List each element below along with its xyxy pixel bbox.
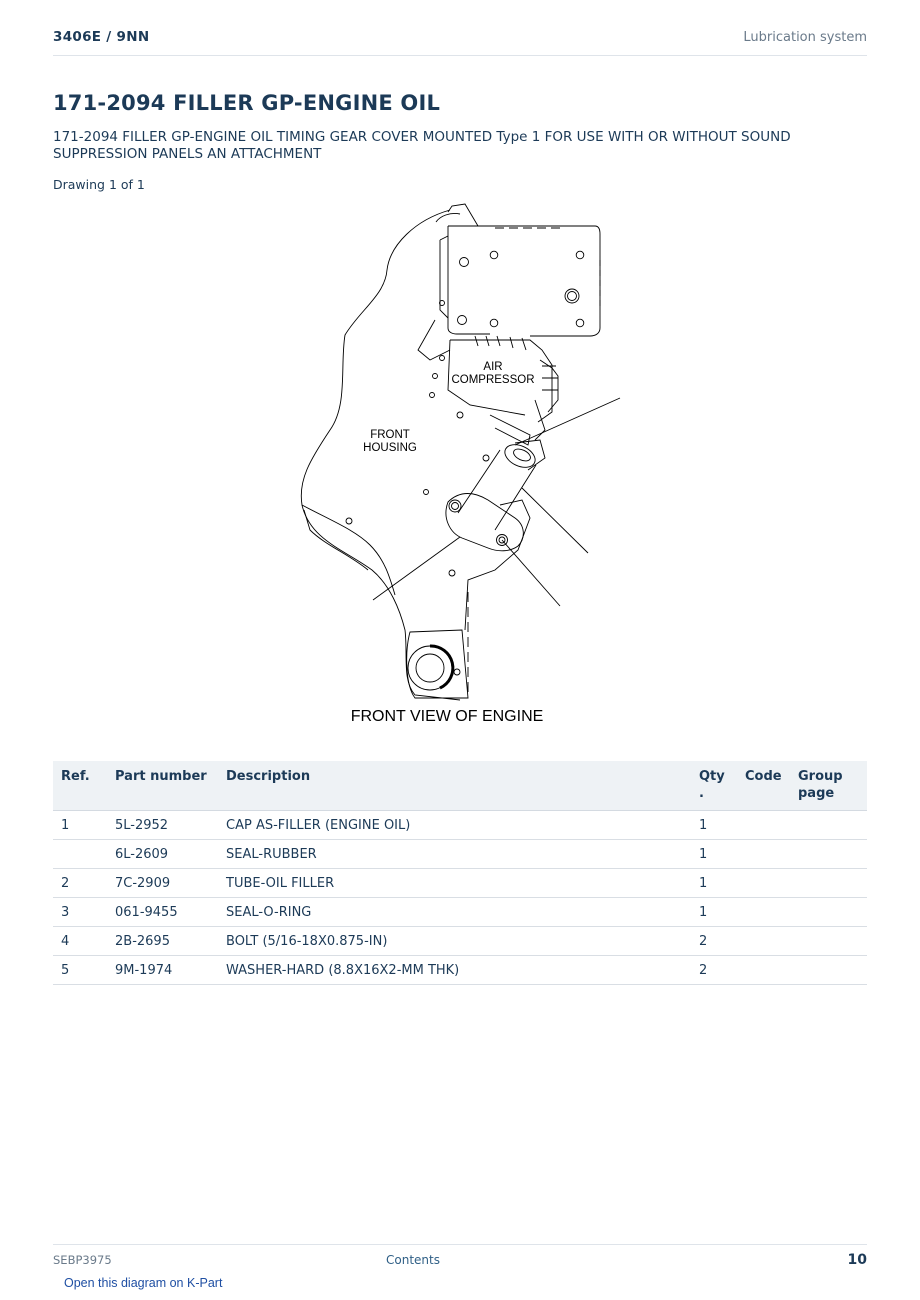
cell-code xyxy=(737,811,790,840)
cell-qty: 1 xyxy=(691,869,737,898)
cell-group-page xyxy=(790,927,867,956)
table-row xyxy=(53,898,867,927)
cell-ref: 4 xyxy=(53,927,107,956)
group-header-line1: Group xyxy=(798,769,843,784)
column-header-ref: Ref. xyxy=(53,761,107,811)
group-description: 171-2094 FILLER GP-ENGINE OIL TIMING GEAR COVER MOUNTED Type 1 FOR USE WITH OR WITHOUT SOUND SUPPRESSION PANELS AN ATTACHMENT xyxy=(53,129,791,162)
contents-link[interactable]: Contents xyxy=(386,1253,440,1267)
front-label: FRONT xyxy=(370,429,410,441)
cell-qty: 2 xyxy=(691,956,737,985)
cell-description: BOLT (5/16-18X0.875-IN) xyxy=(218,927,691,956)
compressor-label: COMPRESSOR xyxy=(451,374,535,386)
cell-code xyxy=(737,927,790,956)
cell-qty: 1 xyxy=(691,898,737,927)
cell-group-page xyxy=(790,898,867,927)
cell-group-page xyxy=(790,840,867,869)
drawing-counter: Drawing 1 of 1 xyxy=(53,177,145,192)
cell-description: WASHER-HARD (8.8X16X2-MM THK) xyxy=(218,956,691,985)
leader-line-4 xyxy=(502,540,560,606)
qty-header-line2: . xyxy=(699,786,704,801)
cell-part-number: 2B-2695 xyxy=(107,927,218,956)
qty-header-line1: Qty xyxy=(699,769,725,784)
drawing-caption-row xyxy=(0,708,920,726)
cell-qty: 1 xyxy=(691,840,737,869)
cell-part-number: 9M-1974 xyxy=(107,956,218,985)
housing-label: HOUSING xyxy=(363,442,417,454)
table-row xyxy=(53,869,867,898)
cell-part-number: 6L-2609 xyxy=(107,840,218,869)
column-header-qty xyxy=(691,761,737,811)
cell-part-number: 7C-2909 xyxy=(107,869,218,898)
section-name: Lubrication system xyxy=(743,30,867,45)
column-header-code: Code xyxy=(737,761,790,811)
column-header-part-number: Part number xyxy=(107,761,218,811)
drawing-caption: FRONT VIEW OF ENGINE xyxy=(350,708,544,725)
table-row xyxy=(53,956,867,985)
header-divider xyxy=(53,55,867,56)
model-title: 3406E / 9NN xyxy=(53,29,150,45)
cell-part-number: 5L-2952 xyxy=(107,811,218,840)
cell-description: CAP AS-FILLER (ENGINE OIL) xyxy=(218,811,691,840)
leader-line-2 xyxy=(522,488,588,553)
cell-description: SEAL-RUBBER xyxy=(218,840,691,869)
cell-description: TUBE-OIL FILLER xyxy=(218,869,691,898)
cell-code xyxy=(737,898,790,927)
air-compressor-body xyxy=(418,320,450,360)
cell-code xyxy=(737,840,790,869)
table-row xyxy=(53,927,867,956)
table-row xyxy=(53,840,867,869)
group-header-line2: page xyxy=(798,786,835,801)
cell-ref: 2 xyxy=(53,869,107,898)
cell-qty: 2 xyxy=(691,927,737,956)
compressor-mount-plate xyxy=(448,226,600,336)
table-row xyxy=(53,811,867,840)
cell-ref xyxy=(53,840,107,869)
engine-front-view-drawing xyxy=(290,200,630,710)
cell-description: SEAL-O-RING xyxy=(218,898,691,927)
cell-part-number: 061-9455 xyxy=(107,898,218,927)
open-in-kpart-link[interactable]: Open this diagram on K-Part xyxy=(64,1276,223,1290)
leader-line-1 xyxy=(515,398,620,445)
document-id: SEBP3975 xyxy=(53,1253,112,1267)
cell-group-page xyxy=(790,956,867,985)
cell-ref: 1 xyxy=(53,811,107,840)
cell-group-page xyxy=(790,811,867,840)
lower-gear-housing xyxy=(407,630,468,698)
cell-code xyxy=(737,869,790,898)
column-header-group-page xyxy=(790,761,867,811)
page-title: 171-2094 FILLER GP-ENGINE OIL xyxy=(53,91,441,115)
front-housing-outline xyxy=(301,210,460,700)
air-label: AIR xyxy=(483,361,503,373)
footer-divider xyxy=(53,1244,867,1245)
cell-ref: 3 xyxy=(53,898,107,927)
cell-group-page xyxy=(790,869,867,898)
cell-code xyxy=(737,956,790,985)
cell-ref: 5 xyxy=(53,956,107,985)
column-header-description: Description xyxy=(218,761,691,811)
page-number: 10 xyxy=(847,1252,867,1268)
parts-table xyxy=(53,761,867,985)
table-header-row xyxy=(53,761,867,811)
cell-qty: 1 xyxy=(691,811,737,840)
